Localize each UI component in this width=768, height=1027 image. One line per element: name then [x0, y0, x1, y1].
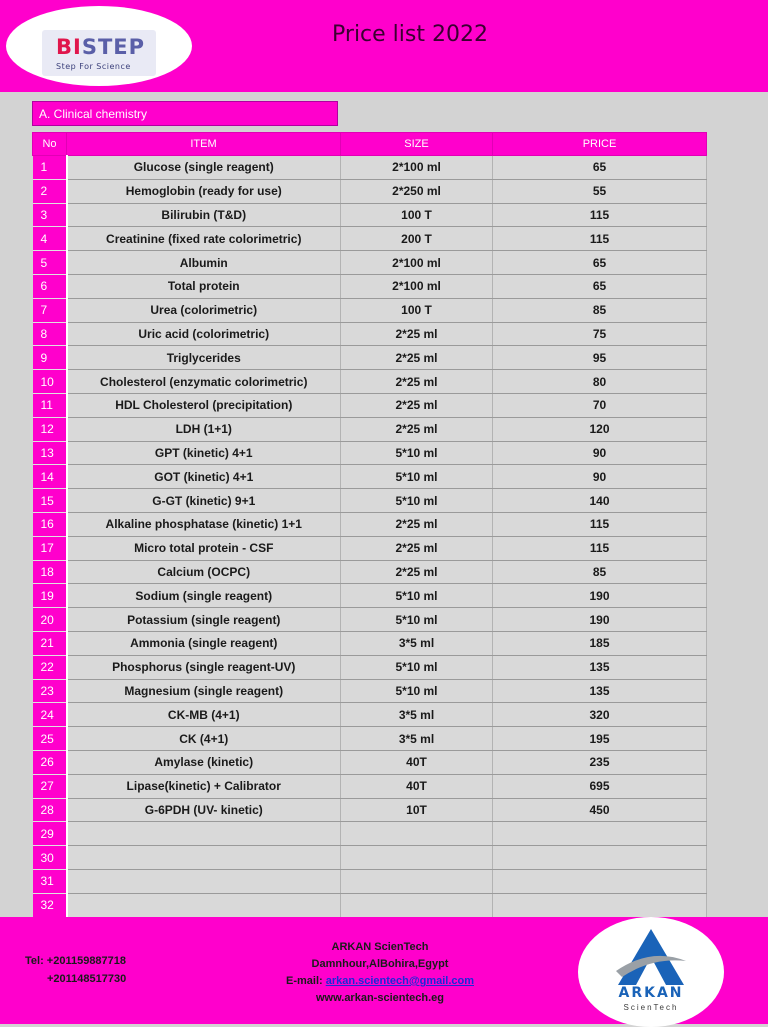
row-number: 17 [33, 536, 67, 560]
column-header-no: No [33, 133, 67, 156]
row-number: 31 [33, 869, 67, 893]
item-name: Magnesium (single reagent) [67, 679, 341, 703]
page-title: Price list 2022 [332, 22, 488, 47]
email-line [260, 973, 500, 990]
table-row [33, 179, 707, 203]
item-price: 90 [493, 465, 707, 489]
row-number: 30 [33, 846, 67, 870]
item-size: 10T [341, 798, 493, 822]
table-row [33, 203, 707, 227]
table-row [33, 727, 707, 751]
table-row [33, 156, 707, 180]
item-size: 2*100 ml [341, 274, 493, 298]
row-number: 5 [33, 251, 67, 275]
item-name: G-6PDH (UV- kinetic) [67, 798, 341, 822]
item-size: 40T [341, 774, 493, 798]
item-name: Amylase (kinetic) [67, 750, 341, 774]
table-row [33, 227, 707, 251]
biostep-logo [42, 30, 156, 76]
item-size: 5*10 ml [341, 441, 493, 465]
table-row [33, 417, 707, 441]
item-price [493, 846, 707, 870]
row-number: 6 [33, 274, 67, 298]
item-price: 450 [493, 798, 707, 822]
item-name [67, 869, 341, 893]
item-price [493, 893, 707, 917]
header-bar [0, 0, 768, 92]
item-price: 70 [493, 393, 707, 417]
item-size: 3*5 ml [341, 727, 493, 751]
item-size [341, 869, 493, 893]
item-name: CK-MB (4+1) [67, 703, 341, 727]
arkan-triangle-icon [612, 927, 690, 987]
item-size: 3*5 ml [341, 703, 493, 727]
item-size [341, 846, 493, 870]
item-size: 3*5 ml [341, 631, 493, 655]
arkan-logo-badge [578, 917, 724, 1027]
item-name: Creatinine (fixed rate colorimetric) [67, 227, 341, 251]
row-number: 16 [33, 512, 67, 536]
item-name: Alkaline phosphatase (kinetic) 1+1 [67, 512, 341, 536]
price-table [32, 132, 707, 918]
item-size [341, 893, 493, 917]
row-number: 23 [33, 679, 67, 703]
row-number: 14 [33, 465, 67, 489]
phone-number-1: Tel: +201159887718 [25, 955, 127, 967]
item-price: 65 [493, 274, 707, 298]
item-size: 5*10 ml [341, 584, 493, 608]
item-size: 2*25 ml [341, 536, 493, 560]
item-price: 695 [493, 774, 707, 798]
item-price: 120 [493, 417, 707, 441]
item-size: 5*10 ml [341, 465, 493, 489]
item-price [493, 869, 707, 893]
item-size: 2*100 ml [341, 251, 493, 275]
item-size: 2*25 ml [341, 560, 493, 584]
table-row [33, 322, 707, 346]
row-number: 11 [33, 393, 67, 417]
row-number: 1 [33, 156, 67, 180]
item-size: 5*10 ml [341, 608, 493, 632]
email-label: E-mail: [285, 975, 326, 987]
item-name: Calcium (OCPC) [67, 560, 341, 584]
row-number: 25 [33, 727, 67, 751]
arkan-logo-subtitle: ScienTech [623, 1003, 679, 1012]
table-row [33, 251, 707, 275]
item-name: G-GT (kinetic) 9+1 [67, 489, 341, 513]
item-size: 2*250 ml [341, 179, 493, 203]
item-name: Lipase(kinetic) + Calibrator [67, 774, 341, 798]
column-header-size: SIZE [341, 133, 493, 156]
item-price: 190 [493, 608, 707, 632]
item-name: Bilirubin (T&D) [67, 203, 341, 227]
row-number: 12 [33, 417, 67, 441]
item-price: 65 [493, 156, 707, 180]
item-name [67, 893, 341, 917]
item-name [67, 822, 341, 846]
table-row [33, 608, 707, 632]
table-row [33, 655, 707, 679]
row-number: 24 [33, 703, 67, 727]
item-price: 95 [493, 346, 707, 370]
item-price: 90 [493, 441, 707, 465]
table-row [33, 822, 707, 846]
item-name: Phosphorus (single reagent-UV) [67, 655, 341, 679]
table-row [33, 798, 707, 822]
phone-number-2: +201148517730 [47, 973, 127, 985]
item-size: 2*100 ml [341, 156, 493, 180]
item-name: Hemoglobin (ready for use) [67, 179, 341, 203]
item-price: 75 [493, 322, 707, 346]
row-number: 13 [33, 441, 67, 465]
row-number: 20 [33, 608, 67, 632]
row-number: 29 [33, 822, 67, 846]
item-price: 140 [493, 489, 707, 513]
row-number: 22 [33, 655, 67, 679]
biostep-logo-badge [6, 6, 192, 86]
item-name: CK (4+1) [67, 727, 341, 751]
item-price: 115 [493, 227, 707, 251]
row-number: 2 [33, 179, 67, 203]
item-size: 5*10 ml [341, 679, 493, 703]
item-size: 2*25 ml [341, 370, 493, 394]
item-size: 100 T [341, 298, 493, 322]
row-number: 4 [33, 227, 67, 251]
row-number: 27 [33, 774, 67, 798]
item-price [493, 822, 707, 846]
row-number: 10 [33, 370, 67, 394]
biostep-logo-tagline: Step For Science [56, 62, 131, 71]
item-name: Uric acid (colorimetric) [67, 322, 341, 346]
item-price: 85 [493, 298, 707, 322]
table-row [33, 869, 707, 893]
table-row [33, 631, 707, 655]
table-row [33, 893, 707, 917]
column-header-price: PRICE [493, 133, 707, 156]
item-size: 100 T [341, 203, 493, 227]
item-name: Micro total protein - CSF [67, 536, 341, 560]
item-name: GPT (kinetic) 4+1 [67, 441, 341, 465]
table-row [33, 703, 707, 727]
item-name: GOT (kinetic) 4+1 [67, 465, 341, 489]
company-address: Damnhour,AlBohira,Egypt [311, 958, 449, 970]
item-size: 2*25 ml [341, 322, 493, 346]
item-size: 2*25 ml [341, 512, 493, 536]
row-number: 28 [33, 798, 67, 822]
footer-bar [0, 917, 768, 1024]
item-price: 115 [493, 536, 707, 560]
table-row [33, 536, 707, 560]
section-label: A. Clinical chemistry [32, 101, 338, 126]
table-row [33, 370, 707, 394]
table-row [33, 393, 707, 417]
row-number: 18 [33, 560, 67, 584]
item-name: Potassium (single reagent) [67, 608, 341, 632]
table-row [33, 584, 707, 608]
item-size: 200 T [341, 227, 493, 251]
item-size: 5*10 ml [341, 655, 493, 679]
item-size [341, 822, 493, 846]
table-row [33, 346, 707, 370]
row-number: 8 [33, 322, 67, 346]
company-name: ARKAN ScienTech [331, 941, 429, 953]
item-price: 135 [493, 679, 707, 703]
website-link[interactable]: www.arkan-scientech.eg [316, 992, 444, 1004]
item-name: Ammonia (single reagent) [67, 631, 341, 655]
item-name: Sodium (single reagent) [67, 584, 341, 608]
item-name: Triglycerides [67, 346, 341, 370]
row-number: 15 [33, 489, 67, 513]
item-price: 135 [493, 655, 707, 679]
item-name: Total protein [67, 274, 341, 298]
item-price: 320 [493, 703, 707, 727]
row-number: 7 [33, 298, 67, 322]
table-body [33, 156, 707, 918]
table-header-row [33, 133, 707, 156]
item-size: 2*25 ml [341, 417, 493, 441]
arkan-logo-wordmark: ARKAN [618, 985, 684, 1001]
item-price: 85 [493, 560, 707, 584]
row-number: 3 [33, 203, 67, 227]
row-number: 32 [33, 893, 67, 917]
row-number: 19 [33, 584, 67, 608]
item-name: HDL Cholesterol (precipitation) [67, 393, 341, 417]
column-header-item: ITEM [67, 133, 341, 156]
item-size: 5*10 ml [341, 489, 493, 513]
item-price: 65 [493, 251, 707, 275]
table-row [33, 750, 707, 774]
table-row [33, 774, 707, 798]
item-name: Albumin [67, 251, 341, 275]
item-price: 185 [493, 631, 707, 655]
table-row [33, 512, 707, 536]
item-price: 80 [493, 370, 707, 394]
item-size: 40T [341, 750, 493, 774]
biostep-logo-wordmark: BISTEP [56, 35, 146, 59]
item-price: 190 [493, 584, 707, 608]
item-name: LDH (1+1) [67, 417, 341, 441]
item-price: 195 [493, 727, 707, 751]
table-row [33, 274, 707, 298]
item-size: 2*25 ml [341, 346, 493, 370]
contact-block [260, 939, 500, 1007]
table-row [33, 679, 707, 703]
table-row [33, 465, 707, 489]
table-row [33, 441, 707, 465]
item-price: 115 [493, 512, 707, 536]
item-size: 2*25 ml [341, 393, 493, 417]
row-number: 9 [33, 346, 67, 370]
table-row [33, 298, 707, 322]
item-name: Urea (colorimetric) [67, 298, 341, 322]
item-name: Glucose (single reagent) [67, 156, 341, 180]
item-name [67, 846, 341, 870]
row-number: 26 [33, 750, 67, 774]
item-price: 115 [493, 203, 707, 227]
email-link[interactable]: arkan.scientech@gmail.com [325, 975, 475, 987]
item-price: 55 [493, 179, 707, 203]
table-row [33, 489, 707, 513]
table-row [33, 846, 707, 870]
table-row [33, 560, 707, 584]
item-name: Cholesterol (enzymatic colorimetric) [67, 370, 341, 394]
row-number: 21 [33, 631, 67, 655]
item-price: 235 [493, 750, 707, 774]
